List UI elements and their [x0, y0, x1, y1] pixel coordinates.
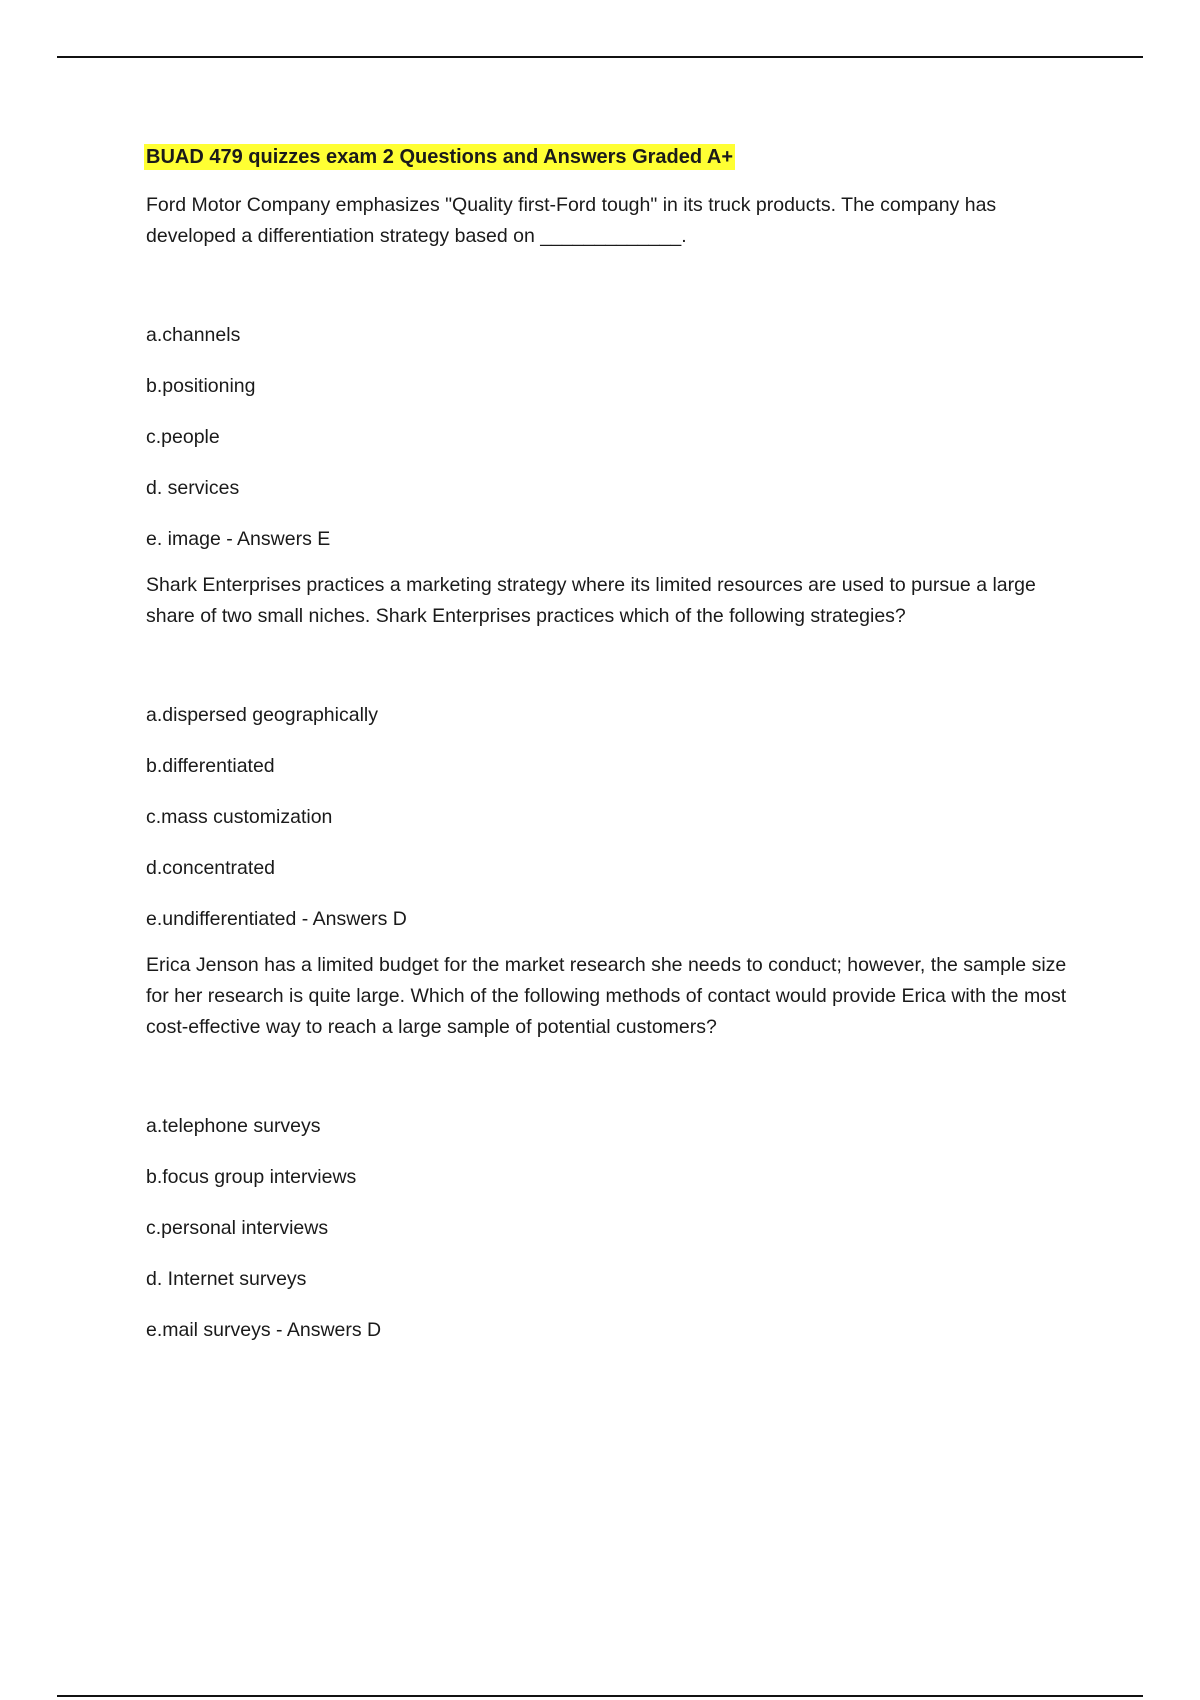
option-d: d. services [146, 477, 240, 499]
question-block-1 [146, 190, 1086, 552]
header-rule [57, 56, 1143, 58]
answer-options [146, 322, 1086, 552]
question-text: Erica Jenson has a limited budget for the market research she needs to conduct; however, the sample size for her research is quite large. Which of the following methods of contact would provide Erica with the most cost-effective way to reach a large sample of potential customers? [146, 954, 1067, 1038]
option-b: b.differentiated [146, 755, 275, 777]
question-text: Shark Enterprises practices a marketing strategy where its limited resources are used to pursue a large share of two small niches. Shark Enterprises practices which of the following strategies? [146, 574, 1036, 627]
option-d: d.concentrated [146, 857, 276, 879]
option-e-with-answer: e.undifferentiated - Answers D [146, 908, 407, 930]
option-b: b.positioning [146, 375, 256, 397]
option-c: c.personal interviews [146, 1217, 329, 1239]
document-body [146, 144, 1086, 1361]
question-block-3 [146, 950, 1086, 1343]
option-b: b.focus group interviews [146, 1166, 357, 1188]
question-block-2 [146, 570, 1086, 932]
answer-options [146, 702, 1086, 932]
footer-rule [57, 1695, 1143, 1697]
document-title: BUAD 479 quizzes exam 2 Questions and Answers Graded A+ [146, 146, 734, 168]
option-c: c.people [146, 426, 220, 448]
option-d: d. Internet surveys [146, 1268, 307, 1290]
option-e-with-answer: e. image - Answers E [146, 528, 331, 550]
answer-options [146, 1113, 1086, 1343]
option-a: a.telephone surveys [146, 1115, 321, 1137]
option-c: c.mass customization [146, 806, 333, 828]
option-a: a.channels [146, 324, 241, 346]
option-a: a.dispersed geographically [146, 704, 378, 726]
option-e-with-answer: e.mail surveys - Answers D [146, 1319, 382, 1341]
question-text: Ford Motor Company emphasizes "Quality first-Ford tough" in its truck products. The company has developed a differentiation strategy based on _____________. [146, 194, 997, 247]
